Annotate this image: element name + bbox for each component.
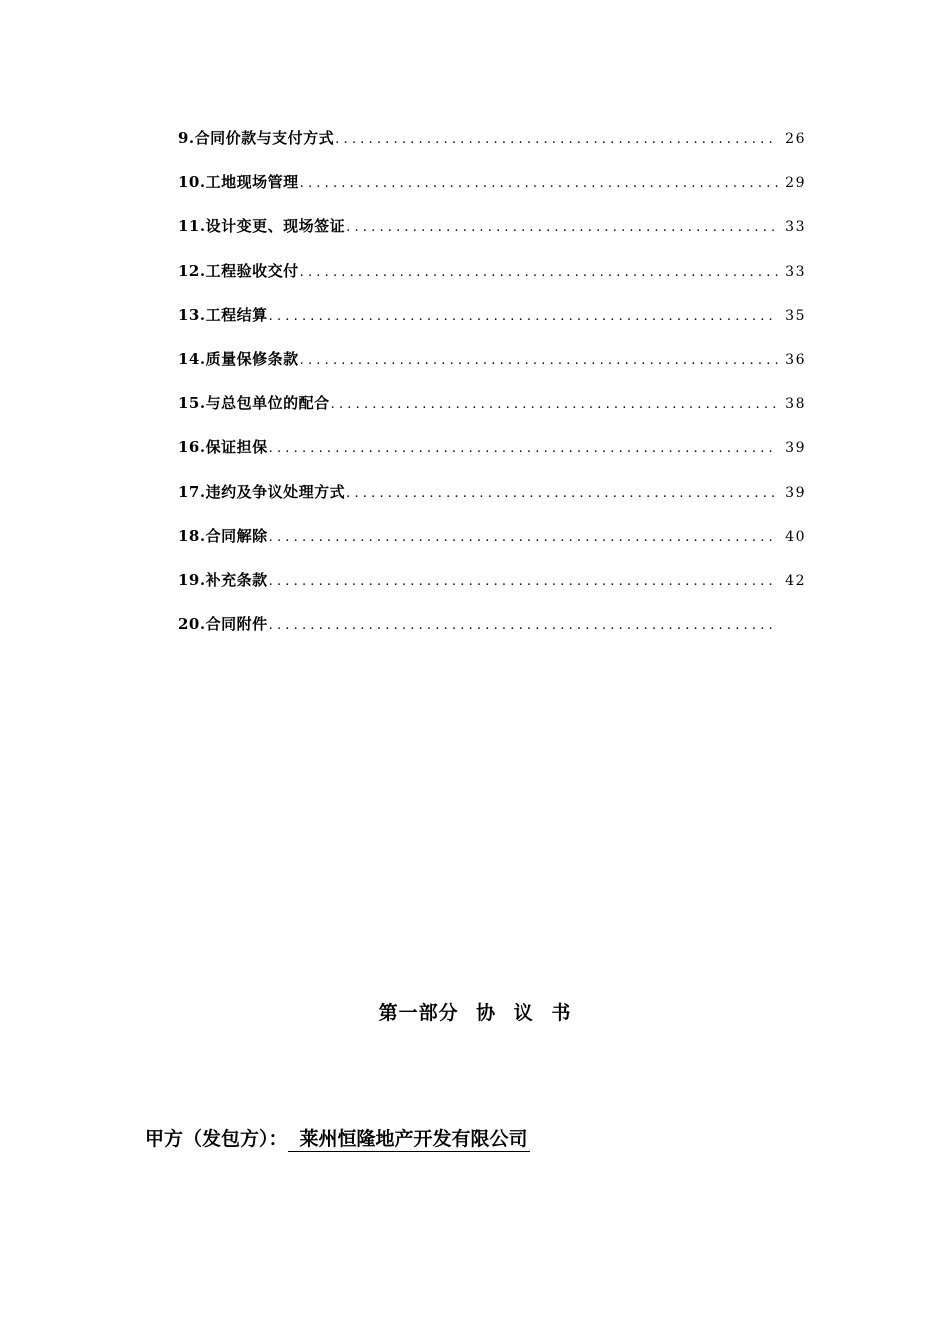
toc-leader-dots <box>300 259 778 287</box>
party-a-value: 莱州恒隆地产开发有限公司 <box>288 1127 530 1152</box>
toc-leader-dots <box>269 303 778 331</box>
toc-entry[interactable] <box>178 566 806 610</box>
toc-entry-page: 38 <box>785 396 806 413</box>
toc-leader-dots <box>269 435 778 463</box>
toc-entry-title: 10.工地现场管理 <box>178 173 299 192</box>
toc-entry[interactable] <box>178 257 806 301</box>
toc-leader-dots <box>269 524 778 552</box>
toc-entry-title: 11.设计变更、现场签证 <box>178 217 346 236</box>
toc-entry[interactable] <box>178 522 806 566</box>
toc-entry-title: 18.合同解除 <box>178 526 268 545</box>
toc-entry-page: 42 <box>785 572 806 589</box>
party-a-label: 甲方（发包方）： <box>145 1128 288 1150</box>
toc-leader-dots <box>346 214 778 242</box>
toc-entry-title: 12.工程验收交付 <box>178 261 299 280</box>
toc-entry[interactable] <box>178 478 806 522</box>
toc-entry-page: 35 <box>785 307 806 324</box>
toc-entry-page: 36 <box>785 351 806 368</box>
toc-entry-page: 33 <box>785 263 806 280</box>
party-a-line <box>145 1124 530 1152</box>
toc-leader-dots <box>269 612 778 640</box>
toc-entry-title: 9.合同价款与支付方式 <box>178 129 335 147</box>
toc-entry-title: 14.质量保修条款 <box>178 349 299 368</box>
toc-leader-dots <box>331 391 778 419</box>
toc-entry-page: 26 <box>785 131 806 147</box>
table-of-contents <box>178 124 806 654</box>
toc-entry[interactable] <box>178 345 806 389</box>
toc-entry[interactable] <box>178 610 806 654</box>
toc-entry-title: 20.合同附件 <box>178 615 268 634</box>
toc-leader-dots <box>335 126 778 154</box>
toc-entry-page: 39 <box>785 484 806 501</box>
toc-entry-page: 29 <box>785 175 806 192</box>
toc-entry[interactable] <box>178 433 806 477</box>
toc-entry[interactable] <box>178 301 806 345</box>
toc-leader-dots <box>346 480 778 508</box>
toc-entry[interactable] <box>178 168 806 212</box>
toc-entry-title: 15.与总包单位的配合 <box>178 394 330 413</box>
toc-entry-page: 39 <box>785 440 806 457</box>
toc-leader-dots <box>300 170 778 198</box>
toc-entry-title: 17.违约及争议处理方式 <box>178 482 346 501</box>
toc-entry-page: 33 <box>785 219 806 236</box>
toc-leader-dots <box>269 568 778 596</box>
section-heading: 第一部分 协 议 书 <box>378 1002 572 1024</box>
toc-entry-title: 13.工程结算 <box>178 305 268 324</box>
toc-entry-title: 19.补充条款 <box>178 570 268 589</box>
toc-entry[interactable] <box>178 212 806 256</box>
toc-entry[interactable] <box>178 124 806 168</box>
toc-entry-title: 16.保证担保 <box>178 438 268 457</box>
toc-entry[interactable] <box>178 389 806 433</box>
toc-leader-dots <box>300 347 778 375</box>
toc-entry-page: 40 <box>785 528 806 545</box>
